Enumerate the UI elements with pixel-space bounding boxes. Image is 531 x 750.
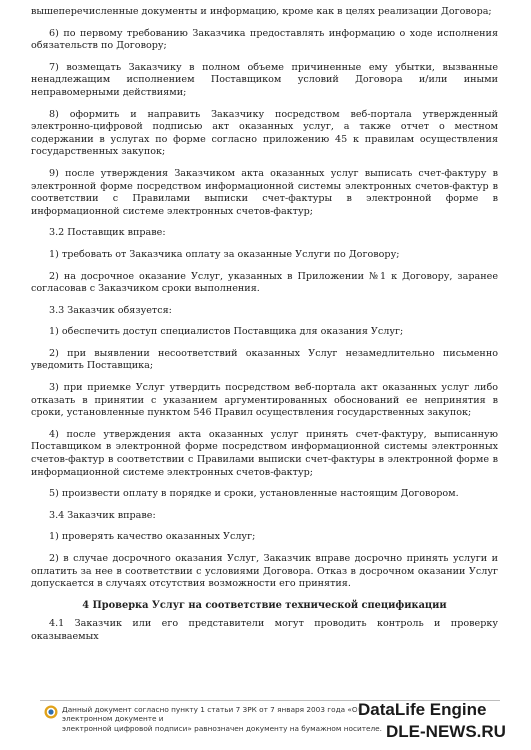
document-body <box>31 6 498 653</box>
document-paragraph: 3) при приемке Услуг утвердить посредством веб-портала акт оказанных услуг либо отказать в принятии с указанием аргументированных обоснований ее непринятия в сроки, установленные пунктом 546 Правил осуществления государственных закупок; <box>31 382 498 419</box>
document-paragraph: 4.1 Заказчик или его представители могут проводить контроль и проверку оказываемых <box>31 618 498 642</box>
document-paragraph: 1) обеспечить доступ специалистов Поставщика для оказания Услуг; <box>49 326 404 338</box>
document-paragraph: 5) произвести оплату в порядке и сроки, установленные настоящим Договором. <box>49 488 459 500</box>
footer-legal-notice <box>62 705 392 733</box>
section-heading: 4 Проверка Услуг на соответствие технической спецификации <box>82 599 447 611</box>
document-paragraph: 2) при выявлении несоответствий оказанных Услуг незамедлительно письменно уведомить Поставщика; <box>31 347 498 372</box>
document-paragraph: 2) в случае досрочного оказания Услуг, Заказчик вправе досрочно принять услуги и оплатить за нее в соответствии с условиями Договора. Отказ в досрочном оказании Услуг допускается в случаях отсутствия возможности его принятия. <box>31 553 498 590</box>
document-paragraph: 8) оформить и направить Заказчику посредством веб-портала утвержденный электронно-цифровой подписью акт оказанных услуг, а также отчет о местном содержании в услугах по форме согласно приложению 45 к правилам осуществления государственных закупок; <box>31 108 498 158</box>
watermark-site: DLE-NEWS.RU <box>386 722 506 741</box>
document-paragraph: 9) после утверждения Заказчиком акта оказанных услуг выписать счет-фактуру в электронной форме посредством информационной системы электронных счетов-фактур в соответствии с Правилами выписки счет-фактуры в электронной форме в информационной системе электронных счетов-фактур; <box>31 167 498 217</box>
watermark-brand: DataLife Engine <box>358 700 487 719</box>
footer-line-1: Данный документ согласно пункту 1 статьи 7 ЗРК от 7 января 2003 года «Об электронном документе и <box>62 705 363 724</box>
document-paragraph: 1) проверять качество оказанных Услуг; <box>49 531 256 543</box>
document-paragraph: 7) возмещать Заказчику в полном объеме причиненные ему убытки, вызванные ненадлежащим исполнением Поставщиком условий Договора и/или иными неправомерными действиями; <box>31 61 498 98</box>
document-paragraph: 6) по первому требованию Заказчика предоставлять информацию о ходе исполнения обязательств по Договору; <box>31 27 498 52</box>
document-paragraph: 3.2 Поставщик вправе: <box>49 227 166 239</box>
document-paragraph: 2) на досрочное оказание Услуг, указанных в Приложении №1 к Договору, заранее согласовав с Заказчиком сроки выполнения. <box>31 270 498 295</box>
document-paragraph: 4) после утверждения акта оказанных услуг принять счет-фактуру, выписанную Поставщиком в электронной форме посредством информационной системы электронных счетов-фактур в соответствии с Правилами выписки счет-фактуры в электронной форме в информационной системе электронных счетов-фактур; <box>31 428 498 478</box>
document-paragraph: вышеперечисленные документы и информацию, кроме как в целях реализации Договора; <box>31 6 492 17</box>
document-paragraph: 1) требовать от Заказчика оплату за оказанные Услуги по Договору; <box>49 248 400 260</box>
document-paragraph: 3.4 Заказчик вправе: <box>49 509 156 521</box>
e-signature-seal-icon <box>44 705 58 719</box>
document-footer <box>0 700 531 750</box>
footer-line-2: электронной цифровой подписи» равнозначен документу на бумажном носителе. <box>62 723 382 733</box>
document-paragraph: 3.3 Заказчик обязуется: <box>49 304 172 316</box>
